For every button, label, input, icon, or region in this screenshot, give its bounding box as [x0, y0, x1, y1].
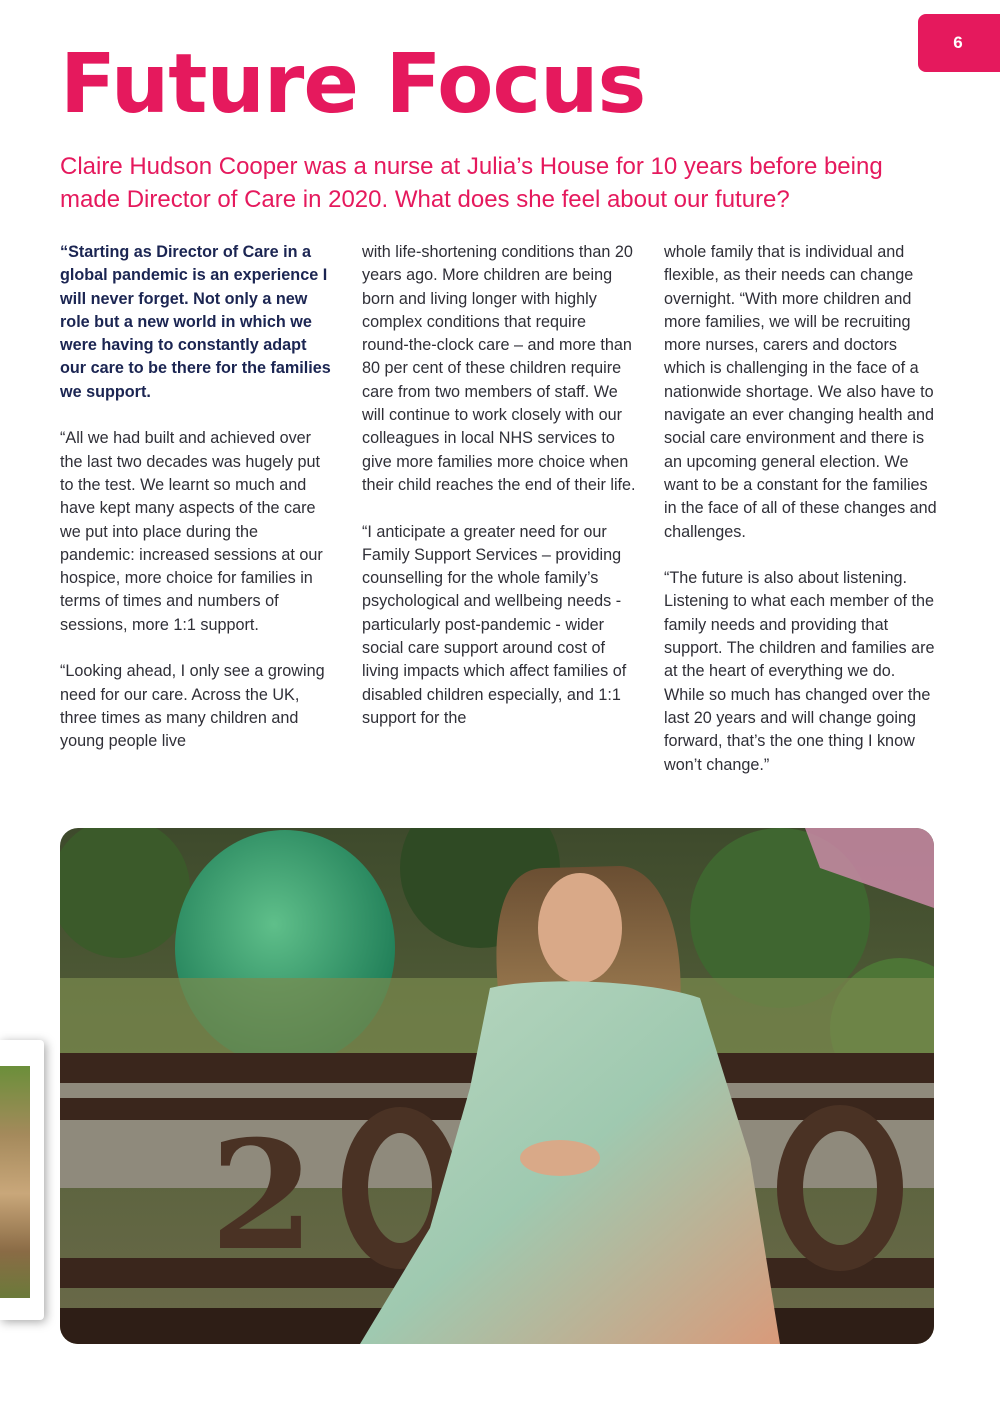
page-number-tab	[918, 14, 1000, 72]
article-column-1	[60, 241, 335, 777]
portrait-photo	[60, 828, 934, 1344]
page-subtitle: Claire Hudson Cooper was a nurse at Julia’s House for 10 years before being made Director of Care in 2020. What does she feel about our future?	[60, 153, 883, 213]
svg-text:2: 2	[210, 1108, 315, 1284]
page-title: Future Focus	[60, 37, 646, 132]
lead-paragraph: “Starting as Director of Care in a global pandemic is an experience I will never forget. Not only a new role but a new world in which we were having to constantly adapt our care to be there for the families we support.	[60, 243, 331, 401]
adjacent-page-photo-edge	[0, 1040, 44, 1320]
article-column-3	[664, 241, 939, 800]
page-number: 6	[953, 33, 963, 52]
paragraph: with life-shortening conditions than 20 years ago. More children are being born and living longer with highly complex conditions that require round-the-clock care – and more than 80 per cent of these children require care from two members of staff. We will continue to work closely with our colleagues in local NHS services to give more families more choice when their child reaches the end of their life.	[362, 243, 636, 494]
paragraph: “The future is also about listening. Listening to what each member of the family needs and providing that support. The children and families are at the heart of everything we do. While so much has changed over the last 20 years and will change going forward, that’s the one thing I know won’t change.”	[664, 569, 935, 774]
adjacent-photo-image	[0, 1066, 30, 1298]
portrait-photo-illustration	[60, 828, 934, 1344]
paragraph: whole family that is individual and flexible, as their needs can change overnight. “With more children and more families, we will be recruiting more nurses, carers and doctors which is challenging in the face of a nationwide shortage. We also have to navigate an ever changing health and social care environment and there is an upcoming general election. We want to be a constant for the families in the face of all of these changes and challenges.	[664, 243, 937, 541]
paragraph: “Looking ahead, I only see a growing need for our care. Across the UK, three times as many children and young people live	[60, 662, 325, 751]
paragraph: “I anticipate a greater need for our Family Support Services – providing counselling for the whole family’s psychological and wellbeing needs - particularly post-pandemic - wider social care support around cost of living impacts which affect families of disabled children especially, and 1:1 support for the	[362, 522, 627, 727]
article-column-2	[362, 241, 637, 754]
paragraph: “All we had built and achieved over the last two decades was hugely put to the test. We learnt so much and have kept many aspects of the care we put into place during the pandemic: increased sessions at our hospice, more choice for families in terms of times and numbers of sessions, more 1:1 support.	[60, 429, 323, 634]
